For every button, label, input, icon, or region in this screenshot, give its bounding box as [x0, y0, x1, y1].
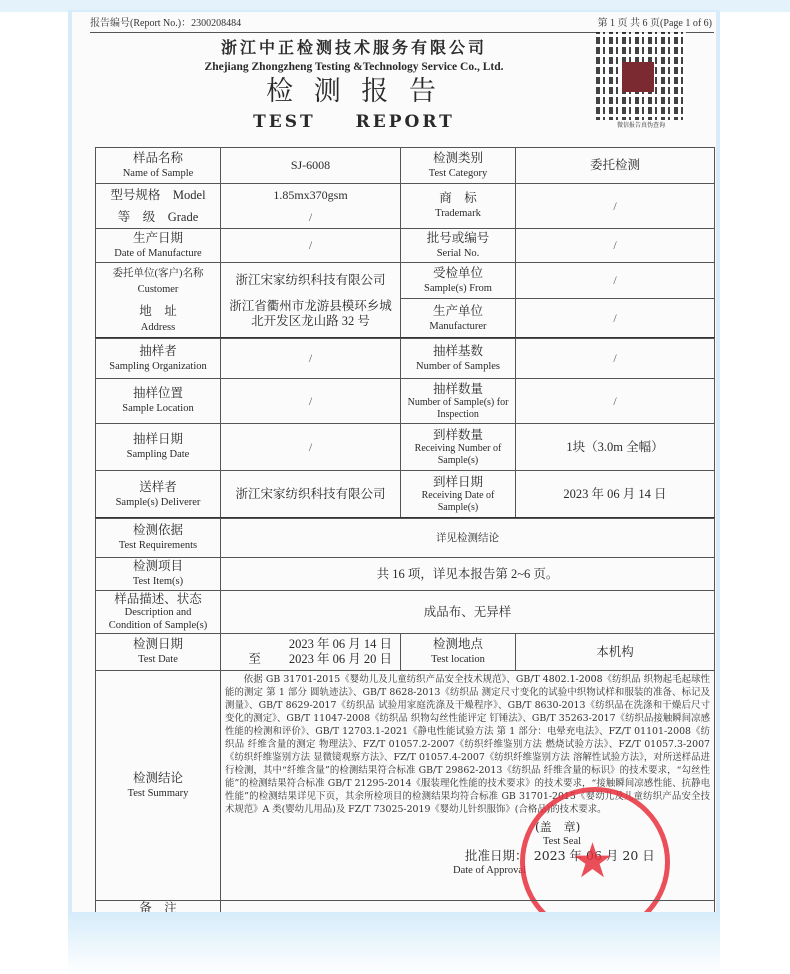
value-sample-location: / [220, 378, 401, 424]
value-sampling-date: / [220, 423, 401, 471]
label-test-summary: 检测结论 Test Summary [95, 670, 221, 901]
qr-logo [622, 62, 654, 92]
label-model-grade: 型号规格 Model 等 级 Grade [95, 183, 221, 229]
label-number-of-samples: 抽样基数 Number of Samples [400, 338, 516, 379]
label-samples-from: 受检单位 Sample(s) From [400, 262, 516, 299]
label-name-of-sample: 样品名称 Name of Sample [95, 147, 221, 184]
value-samples-for-inspection: / [515, 378, 715, 424]
value-test-location: 本机构 [515, 633, 715, 671]
label-description: 样品描述、状态 Description and Condition of Sample(s) [95, 590, 221, 634]
label-test-date: 检测日期 Test Date [95, 633, 221, 671]
value-model-grade: 1.85mx370gsm / [220, 183, 401, 229]
label-sampling-date: 抽样日期 Sampling Date [95, 423, 221, 471]
title-en: TEST REPORT [253, 112, 455, 132]
star-icon: ★ [571, 833, 615, 889]
value-receiving-number: 1块（3.0m 全幅） [515, 423, 715, 471]
label-receiving-date: 到样日期 Receiving Date of Sample(s) [400, 470, 516, 519]
label-sampling-org: 抽样者 Sampling Organization [95, 338, 221, 379]
signature-block [225, 820, 710, 877]
value-number-of-samples: / [515, 338, 715, 379]
label-customer-address: 委托单位(客户)名称 Customer 地 址 Address [95, 262, 221, 339]
seal-label-zh: (盖 章) [535, 820, 581, 834]
value-samples-from: / [515, 262, 715, 299]
label-trademark: 商 标 Trademark [400, 183, 516, 229]
value-customer-address: 浙江宋家纺织科技有限公司 浙江省衢州市龙游县模环乡城北开发区龙山路 32 号 [220, 262, 401, 339]
approval-date-label: Date of Approval [453, 865, 526, 876]
label-remarks: 备 注 [95, 900, 221, 912]
report-number: 报告编号(Report No.)：2300208484 [90, 18, 242, 29]
label-test-requirements: 检测依据 Test Requirements [95, 518, 221, 558]
label-samples-for-inspection: 抽样数量 Number of Sample(s) for Inspection [400, 378, 516, 424]
summary-text: 依据 GB 31701-2015《婴幼儿及儿童纺织产品安全技术规范》、GB/T 4802.1-2008《纺织品 织物起毛起球性能的测定 第 1 部分 圆轨迹法》、GB/T 8628-2013《纺织品 测定尺寸变化的试验中织物试样和服装的准备、标记及测量》、GB/T 8629-2017《纺织品 试验用家庭洗涤及干燥程序》、GB/T 8630-2013《纺织品在洗涤和干燥后尺寸变化的测定》、GB/T 11047-2008《纺织品 织物勾丝性能评定 钉锤法》、GB/T 35263-2017《纺织品接触瞬间凉感性能的检测和评价》、GB/T 12703.1-2021《静电性能试验方法 第 1 部分：电晕充电法》、FZ/T 01101-2008《纺织品 纤维含量的测定 物理法》、FZ/T 01057.2-2007《纺织纤维鉴别方法 燃烧试验方法》、FZ/T 01057.3-2007《纺织纤维鉴别方法 显微镜观察方法》、FZ/T 01057.4-2007《纺织纤维鉴别方法 溶解性试验方法》，对所送样品进行检测，其中“纤维含量”的检测结果符合标准 GB/T 29862-2013《纺织品 纤维含量的标识》的技术要求，“勾丝性能”的检测结果符合标准 GB/T 21295-2014《服装理化性能的技术要求》的技术要求，“接触瞬间凉感性能、抗静电性能”的检测结果详见下页，其余所检项目的检测结果均符合标准 GB 31701-2015《婴幼儿及儿童纺织产品安全技术规范》A 类(婴幼儿用品)及 FZ/T 73025-2019《婴幼儿针织服饰》(合格品)的技术要求。 [225, 674, 710, 815]
qr-caption: 微信报告真伪查询 [616, 122, 665, 129]
label-test-category: 检测类别 Test Category [400, 147, 516, 184]
value-receiving-date: 2023 年 06 月 14 日 [515, 470, 715, 519]
value-trademark: / [515, 183, 715, 229]
seal-label-en: Test Seal [543, 836, 582, 847]
value-sampling-org: / [220, 338, 401, 379]
report-page [72, 12, 716, 912]
label-serial-no: 批号或编号 Serial No. [400, 228, 516, 263]
label-manufacturer: 生产单位 Manufacturer [400, 298, 516, 339]
label-sample-location: 抽样位置 Sample Location [95, 378, 221, 424]
value-date-of-manufacture: / [220, 228, 401, 263]
label-date-of-manufacture: 生产日期 Date of Manufacture [95, 228, 221, 263]
value-description: 成品布、无异样 [220, 590, 715, 634]
value-remarks [220, 900, 715, 912]
label-receiving-number: 到样数量 Receiving Number of Sample(s) [400, 423, 516, 471]
label-test-items: 检测项目 Test Item(s) [95, 557, 221, 591]
value-manufacturer: / [515, 298, 715, 339]
value-test-items: 共 16 项，详见本报告第 2~6 页。 [220, 557, 715, 591]
label-test-location: 检测地点 Test location [400, 633, 516, 671]
approval-date: 批准日期： 2023 年 06 月 20 日 [465, 848, 655, 863]
value-test-requirements: 详见检测结论 [220, 518, 715, 558]
value-name-of-sample: SJ-6008 [220, 147, 401, 184]
value-test-date: 2023 年 06 月 14 日 至 2023 年 06 月 20 日 [220, 633, 401, 671]
title-zh: 检 测 报 告 [266, 76, 442, 107]
value-deliverer: 浙江宋家纺织科技有限公司 [220, 470, 401, 519]
value-serial-no: / [515, 228, 715, 263]
bottom-band [68, 912, 720, 974]
page-number: 第 1 页 共 6 页(Page 1 of 6) [597, 18, 712, 29]
summary-box [220, 670, 715, 901]
company-name-en: Zhejiang Zhongzheng Testing &Technology Service Co., Ltd. [204, 61, 504, 73]
company-name-zh: 浙江中正检测技术服务有限公司 [220, 38, 487, 57]
value-test-category: 委托检测 [515, 147, 715, 184]
label-deliverer: 送样者 Sample(s) Deliverer [95, 470, 221, 519]
